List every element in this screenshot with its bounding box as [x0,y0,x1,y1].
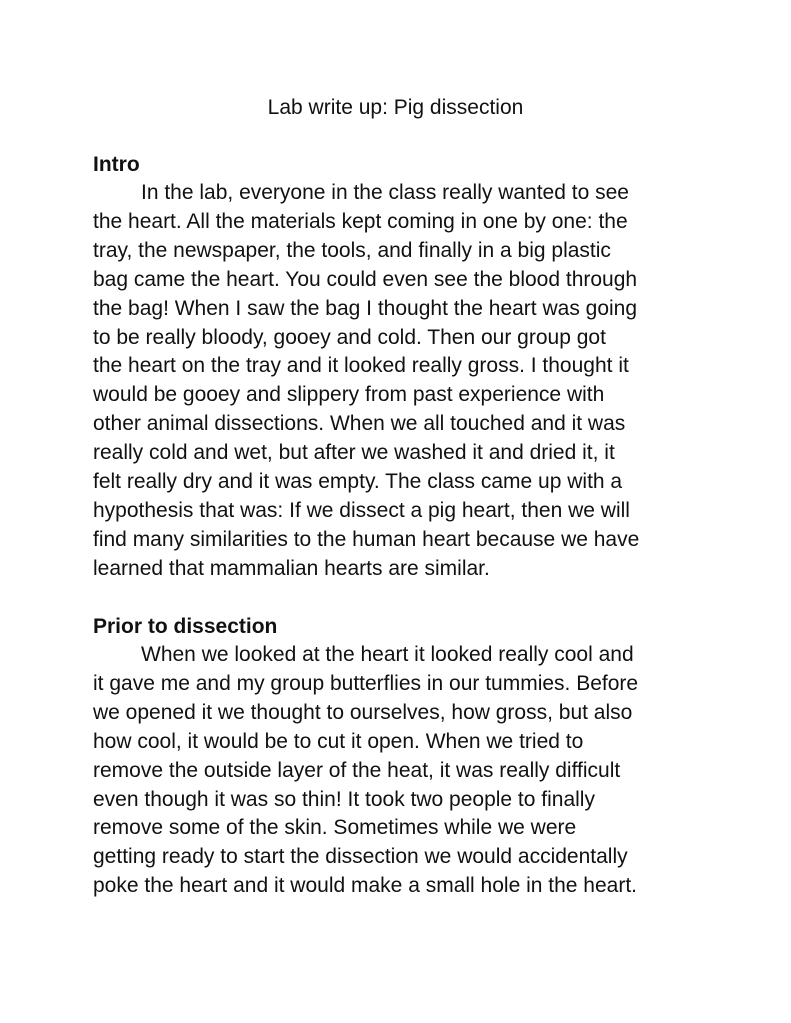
paragraph-line: even though it was so thin! It took two people to finally [93,787,595,811]
paragraph-line: tray, the newspaper, the tools, and finally in a big plastic [93,238,611,262]
paragraph-line: how cool, it would be to cut it open. When we tried to [93,729,584,753]
paragraph-line: bag came the heart. You could even see the blood through [93,267,638,291]
paragraph-line: When we looked at the heart it looked really cool and [141,643,634,666]
paragraph-intro [93,179,705,584]
paragraph-line: the heart on the tray and it looked really gross. I thought it [93,354,629,378]
paragraph-line: learned that mammalian hearts are similar. [93,556,490,580]
paragraph-line: really cold and wet, but after we washed it and dried it, it [93,441,615,465]
section-prior-to-dissection [93,613,705,901]
paragraph-line: remove some of the skin. Sometimes while we were [93,816,577,840]
paragraph-line: the bag! When I saw the bag I thought the heart was going [93,296,638,320]
paragraph-line: would be gooey and slippery from past experience with [93,383,605,407]
paragraph-prior-to-dissection [93,641,705,901]
paragraph-line: felt really dry and it was empty. The class came up with a [93,470,623,494]
paragraph-line: In the lab, everyone in the class really wanted to see [141,181,629,204]
paragraph-line: other animal dissections. When we all touched and it was [93,412,626,436]
paragraph-line: getting ready to start the dissection we would accidentally [93,845,628,869]
paragraph-line: we opened it we thought to ourselves, how gross, but also [93,700,633,724]
section-intro [93,151,705,584]
paragraph-line: it gave me and my group butterflies in our tummies. Before [93,671,639,695]
paragraph-line: find many similarities to the human heart because we have [93,527,640,551]
section-heading-intro: Intro [93,153,140,176]
section-heading-prior-to-dissection: Prior to dissection [93,615,278,638]
document-title: Lab write up: Pig dissection [267,96,524,119]
paragraph-line: poke the heart and it would make a small hole in the heart. [93,874,637,898]
paragraph-line: the heart. All the materials kept coming in one by one: the [93,209,628,233]
paragraph-line: remove the outside layer of the heat, it was really difficult [93,758,621,782]
paragraph-line: hypothesis that was: If we dissect a pig heart, then we will [93,498,630,522]
paragraph-line: to be really bloody, gooey and cold. Then our group got [93,325,606,349]
